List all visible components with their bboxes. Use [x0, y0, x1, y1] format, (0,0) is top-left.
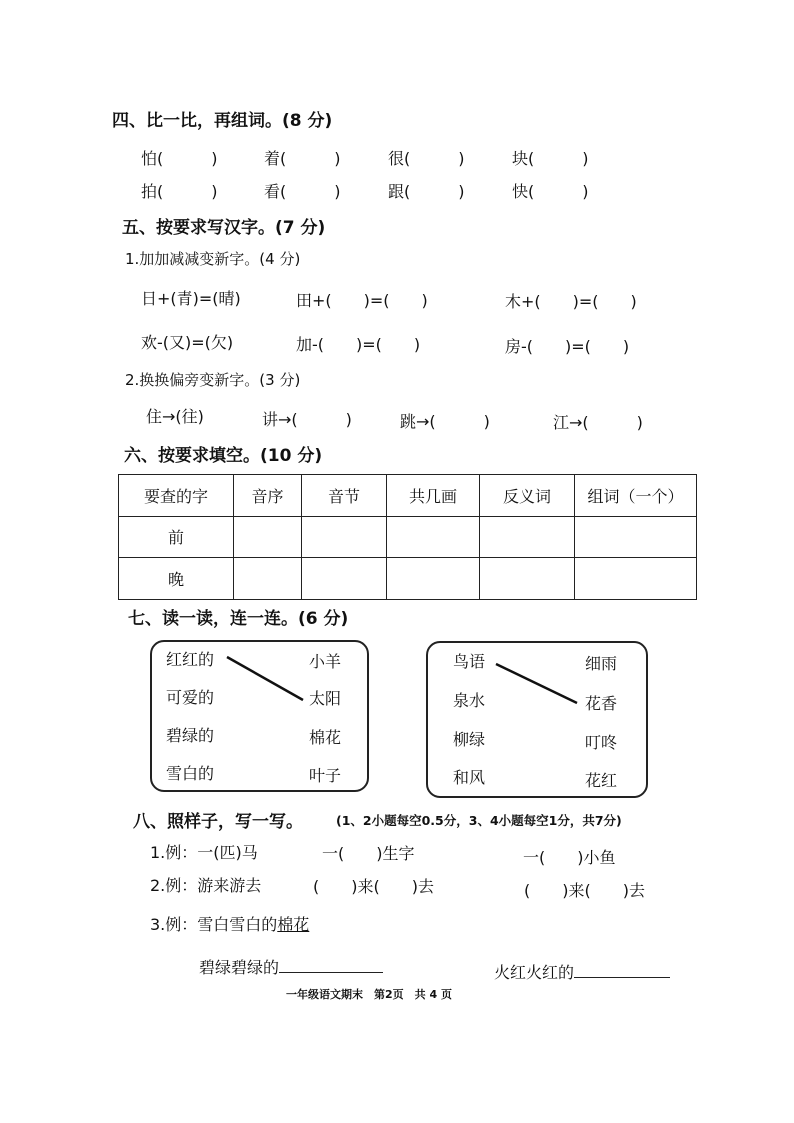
section-7-title: 七、读一读，连一连。(6 分) — [128, 609, 349, 629]
page-footer: 一年级语文期末 第2页 共 4 页 — [286, 988, 452, 1001]
match-word[interactable]: 雪白的 — [166, 764, 215, 783]
answer-blank[interactable] — [279, 956, 383, 973]
write-prefix: 火红火红的 — [494, 963, 575, 982]
answer-blank[interactable] — [574, 961, 670, 978]
match-word[interactable]: 泉水 — [453, 691, 486, 710]
compare-item: 拍( ) — [141, 182, 218, 201]
question-2-title: 2.换换偏旁变新字。(3 分) — [125, 371, 301, 389]
match-word[interactable]: 小羊 — [309, 652, 342, 671]
match-word[interactable]: 柳绿 — [453, 730, 486, 749]
compare-item: 快( ) — [512, 182, 589, 201]
write-prefix: 碧绿碧绿的 — [199, 958, 280, 977]
match-line — [496, 664, 577, 703]
match-word[interactable]: 花香 — [585, 694, 618, 713]
write-item — [494, 960, 670, 983]
compare-item: 块( ) — [512, 149, 589, 168]
add-subtract-item: 田+( )=( ) — [296, 291, 428, 310]
compare-item: 很( ) — [388, 149, 465, 168]
match-word[interactable]: 可爱的 — [166, 688, 215, 707]
match-word[interactable]: 花红 — [585, 771, 618, 790]
radical-item: 讲→( ) — [262, 410, 352, 429]
match-word[interactable]: 碧绿的 — [166, 726, 215, 745]
section-5-title: 五、按要求写汉字。(7 分) — [122, 218, 326, 238]
example-item: 一( )小鱼 — [523, 848, 616, 867]
section-6-title: 六、按要求填空。(10 分) — [124, 446, 323, 466]
match-word[interactable]: 棉花 — [309, 728, 342, 747]
table-header: 共几画 — [387, 475, 480, 517]
match-word[interactable]: 和风 — [453, 768, 486, 787]
match-word[interactable]: 红红的 — [166, 650, 215, 669]
table-cell: 晚 — [119, 558, 234, 600]
add-subtract-item: 木+( )=( ) — [505, 292, 637, 311]
example-item: ( )来( )去 — [313, 877, 434, 896]
section-8-title: 八、照样子，写一写。 — [133, 812, 303, 832]
compare-item: 着( ) — [264, 149, 341, 168]
match-line — [227, 657, 303, 700]
compare-item: 怕( ) — [141, 149, 218, 168]
example-prefix: 3.例：雪白雪白的 — [150, 915, 278, 934]
example-item — [150, 912, 309, 935]
example-item: 一( )生字 — [322, 844, 415, 863]
example-item: 1.例：一(匹)马 — [150, 843, 258, 862]
section-8-score-note: (1、2小题每空0.5分，3、4小题每空1分，共7分) — [336, 813, 622, 828]
match-word[interactable]: 太阳 — [309, 689, 342, 708]
table-header: 组词（一个） — [575, 475, 697, 517]
match-word[interactable]: 叮咚 — [585, 733, 618, 752]
compare-item: 看( ) — [264, 182, 341, 201]
section-4-title: 四、比一比，再组词。(8 分) — [112, 111, 333, 131]
table-cell: 前 — [119, 516, 234, 558]
table-header: 音节 — [302, 475, 387, 517]
write-item — [199, 955, 383, 978]
match-word[interactable]: 细雨 — [585, 654, 618, 673]
example-underlined-word: 棉花 — [277, 915, 310, 934]
match-word[interactable]: 鸟语 — [453, 652, 486, 671]
radical-item: 住→(往) — [146, 407, 204, 426]
radical-item: 跳→( ) — [400, 412, 490, 431]
add-subtract-item: 房-( )=( ) — [505, 337, 630, 356]
match-word[interactable]: 叶子 — [309, 766, 342, 785]
radical-item: 江→( ) — [553, 413, 643, 432]
table-header: 要查的字 — [119, 475, 234, 517]
add-subtract-item: 加-( )=( ) — [296, 335, 421, 354]
question-1-title: 1.加加减减变新字。(4 分) — [125, 250, 301, 268]
table-header: 音序 — [234, 475, 302, 517]
compare-item: 跟( ) — [388, 182, 465, 201]
add-subtract-item: 欢-(又)=(欠) — [141, 333, 234, 352]
example-item: 2.例：游来游去 — [150, 876, 262, 895]
add-subtract-item: 日+(青)=(晴) — [141, 289, 241, 308]
example-item: ( )来( )去 — [524, 881, 645, 900]
table-header: 反义词 — [480, 475, 575, 517]
